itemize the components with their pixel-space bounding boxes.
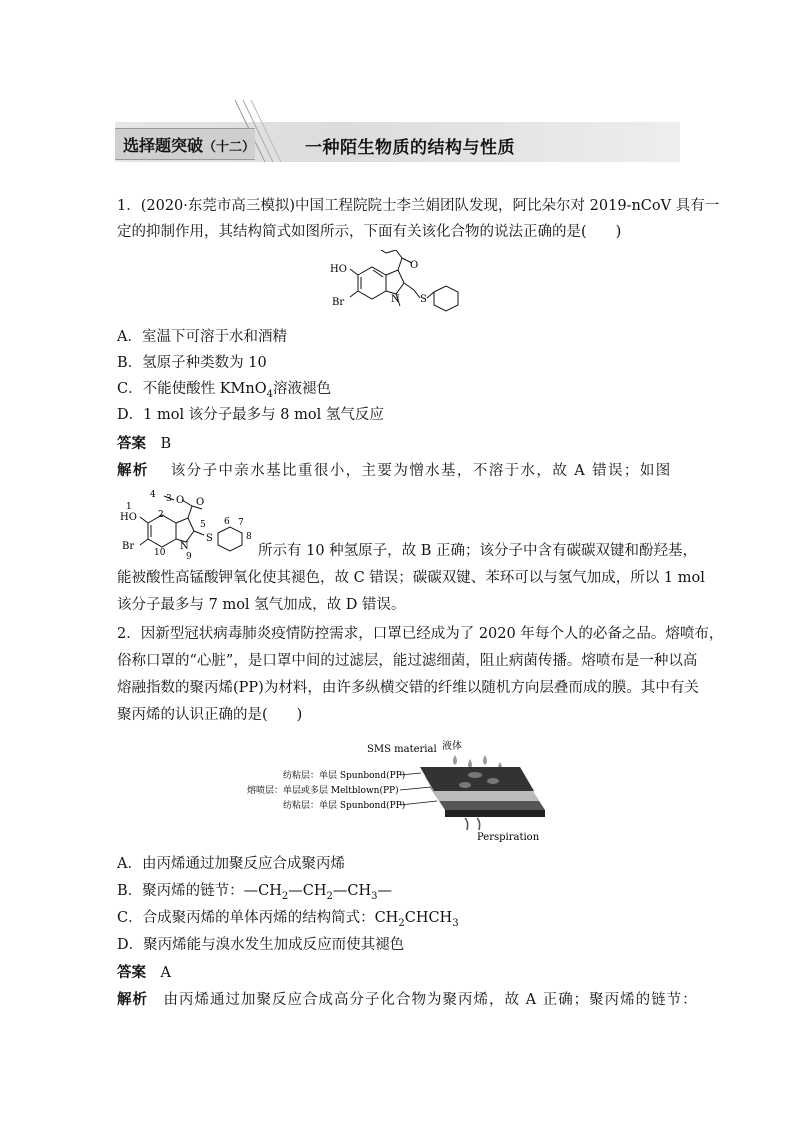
q2-option-b-mid2: —CH — [332, 883, 372, 899]
q2-option-b-prefix: B．聚丙烯的链节：—CH — [117, 883, 282, 899]
q2-stem-line2: 俗称口罩的“心脏”，是口罩中间的过滤层，能过滤细菌，阻止病菌传播。熔喷布是一种以高 — [117, 653, 698, 669]
h-label-10: 10 — [154, 548, 166, 558]
q2-analysis-text1: 由丙烯通过加聚反应合成高分子化合物为聚丙烯，故 A 正确；聚丙烯的链节： — [163, 992, 698, 1008]
svg-text:Br: Br — [122, 541, 135, 552]
q1-option-c — [117, 379, 677, 405]
q1-structure-ho: HO — [330, 264, 347, 275]
layer3-label: 纺粘层：单层 Spunbond(PP) — [283, 801, 406, 811]
q1-option-a: A．室温下可溶于水和酒精 — [117, 329, 287, 345]
q1-answer-label: 答案 — [117, 435, 146, 452]
q2-stem-line3: 熔融指数的聚丙烯(PP)为材料，由许多纵横交错的纤维以随机方向层叠而成的膜。其中有关 — [117, 680, 699, 696]
q2-option-d: D．聚丙烯能与溴水发生加成反应而使其褪色 — [117, 937, 405, 953]
q2-option-c-sub3: 3 — [452, 917, 459, 929]
h-label-3: 3 — [166, 494, 172, 504]
h-label-1: 1 — [126, 502, 132, 512]
layer1-label: 纺粘层：单层 Spunbond(PP) — [283, 771, 406, 781]
q2-stem-line1: 2．因新型冠状病毒肺炎疫情防控需求，口罩已经成为了 2020 年每个人的必备之品。熔喷布， — [117, 626, 724, 642]
q1-structure-s: S — [420, 294, 427, 305]
q1-structure-br: Br — [332, 297, 345, 308]
q2-option-c-prefix: C．合成聚丙烯的单体丙烯的结构简式：CH — [117, 910, 399, 926]
h-label-9: 9 — [186, 552, 192, 562]
layer2-label: 熔喷层：单层或多层 Meltblown(PP) — [247, 786, 399, 796]
q1-analysis-line1 — [117, 461, 677, 481]
q2-analysis-label: 解析 — [117, 991, 148, 1008]
q1-analysis-numbered-structure — [118, 487, 258, 565]
q1-structure-o: O — [410, 260, 419, 271]
h-label-8: 8 — [246, 532, 252, 542]
q2-option-b-sub2: 2 — [326, 890, 333, 902]
q2-answer-label: 答案 — [117, 964, 146, 981]
h-label-7: 7 — [238, 518, 244, 528]
q1-option-d: D．1 mol 该分子最多与 8 mol 氢气反应 — [117, 407, 384, 423]
q2-sms-figure — [245, 735, 565, 847]
svg-text:S: S — [206, 533, 213, 544]
section-number: （十二） — [203, 140, 256, 155]
svg-text:N: N — [180, 541, 189, 552]
q2-option-b-mid1: —CH — [288, 883, 327, 899]
h-label-6: 6 — [224, 517, 230, 527]
q1-option-b: B．氢原子种类数为 10 — [117, 355, 267, 371]
sms-figure-title: SMS material — [367, 744, 437, 755]
q2-option-b-sub1: 2 — [281, 890, 289, 902]
q1-analysis-line2: 所示有 10 种氢原子，故 B 正确；该分子中含有碳碳双键和酚羟基， — [258, 543, 698, 559]
q1-stem-line1: 1．(2020·东莞市高三模拟)中国工程院院士李兰娟团队发现，阿比朵尔对 2019-nCoV 具有一 — [117, 198, 720, 214]
q1-analysis-text1: 该分子中亲水基比重很小，主要为憎水基，不溶于水，故 A 错误；如图 — [170, 463, 672, 479]
q2-stem-line4: 聚丙烯的认识正确的是( ) — [117, 707, 303, 723]
q1-molecule-structure — [328, 250, 468, 320]
q1-analysis-label: 解析 — [117, 462, 149, 479]
q1-analysis-line4: 该分子最多与 7 mol 氢气加成，故 D 错误。 — [117, 597, 406, 613]
section-label — [123, 133, 255, 156]
q2-option-c-sub2: 2 — [398, 917, 405, 929]
q2-option-c — [117, 908, 677, 934]
q2-answer — [117, 963, 677, 983]
q1-analysis-line3: 能被酸性高锰酸钾氧化使其褪色，故 C 错误；碳碳双键、苯环可以与氢气加成，所以 1 mol — [117, 570, 705, 586]
section-label-text: 选择题突破 — [123, 136, 204, 155]
q1-structure-n: N — [391, 294, 400, 305]
q2-option-c-mid: CHCH — [404, 910, 453, 926]
h-label-2: 2 — [158, 510, 164, 520]
q1-option-c-sub: 4 — [266, 388, 273, 400]
q2-option-b-sub3: 3 — [371, 890, 378, 902]
svg-text:O: O — [196, 497, 205, 508]
svg-text:HO: HO — [120, 512, 137, 523]
perspiration-label: Perspiration — [477, 832, 540, 843]
q1-answer — [117, 434, 677, 454]
h-label-4: 4 — [150, 490, 156, 500]
q2-analysis-line1 — [117, 990, 698, 1010]
q1-option-c-prefix: C．不能使酸性 KMnO — [117, 381, 267, 397]
q2-option-b — [117, 881, 677, 907]
q2-option-a: A．由丙烯通过加聚反应合成聚丙烯 — [117, 856, 345, 872]
q1-stem-line2: 定的抑制作用，其结构简式如图所示，下面有关该化合物的说法正确的是( ) — [117, 224, 622, 240]
q2-option-b-suffix: — — [377, 883, 393, 899]
svg-text:O: O — [176, 495, 185, 506]
q1-answer-value: B — [160, 436, 172, 452]
page-title: 一种陌生物质的结构与性质 — [305, 138, 515, 158]
h-label-5: 5 — [200, 520, 206, 530]
q2-answer-value: A — [160, 965, 171, 981]
liquid-label: 液体 — [442, 741, 462, 752]
q1-option-c-suffix: 溶液褪色 — [272, 381, 331, 397]
